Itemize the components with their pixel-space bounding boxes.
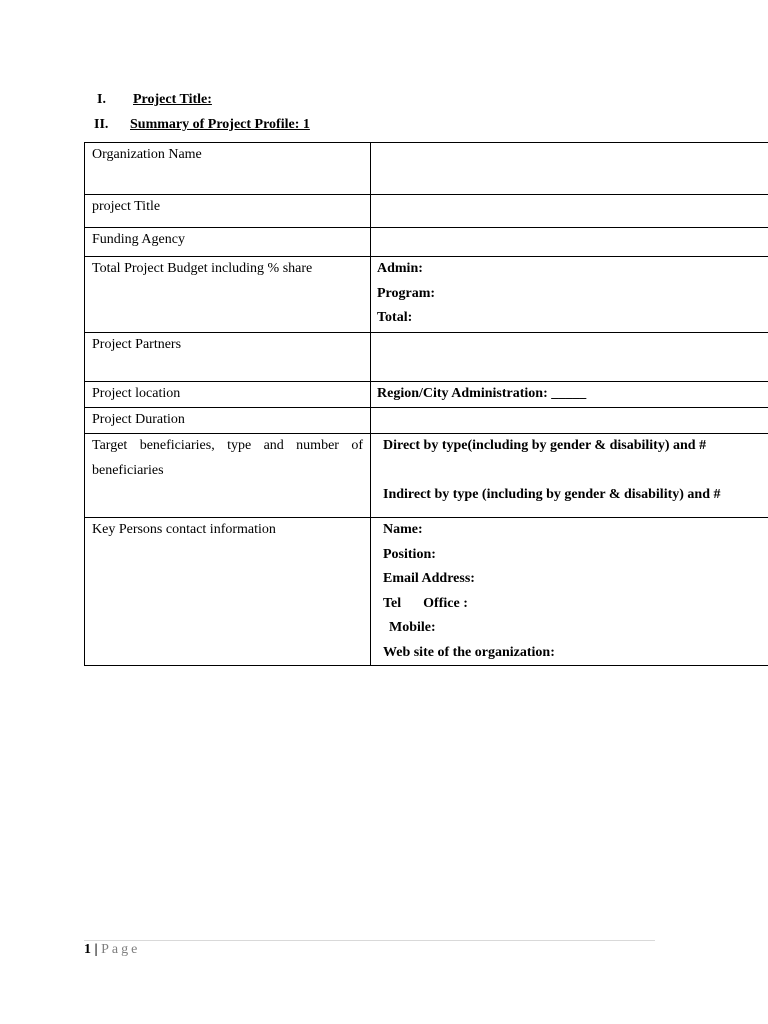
section-title: Summary of Project Profile: 1	[130, 117, 310, 132]
project-partners-cell[interactable]	[371, 333, 768, 382]
organization-name-cell[interactable]	[371, 143, 768, 195]
budget-admin: Admin:	[377, 261, 423, 276]
budget-cell[interactable]	[371, 257, 768, 333]
blank-line	[383, 459, 768, 484]
contact-email: Email Address:	[383, 571, 475, 586]
table-row-location	[85, 382, 768, 408]
table-row-funding-agency	[85, 228, 768, 257]
contact-website: Web site of the organization:	[383, 644, 555, 660]
contact-name: Name:	[383, 522, 423, 537]
section-numeral: II.	[94, 117, 109, 132]
table-row-contacts	[85, 518, 768, 666]
table-row-organization	[85, 143, 768, 195]
organization-name-label: Organization Name	[85, 143, 371, 195]
section-title: Project Title:	[133, 92, 212, 107]
project-title-cell[interactable]	[371, 195, 768, 228]
direct-beneficiaries: Direct by type(including by gender & disability) and #	[383, 438, 707, 453]
table-row-duration	[85, 408, 768, 434]
table-row-project-title	[85, 195, 768, 228]
contact-tel-row	[383, 592, 768, 617]
section-heading-project-title	[97, 92, 397, 110]
contact-tel: Tel	[383, 595, 402, 611]
table-row-partners	[85, 333, 768, 382]
funding-agency-label: Funding Agency	[85, 228, 371, 257]
budget-total: Total:	[377, 310, 413, 325]
contact-position: Position:	[383, 546, 436, 562]
contact-office: Office :	[423, 595, 468, 611]
project-profile-table	[84, 142, 768, 666]
section-heading-summary	[94, 117, 394, 135]
project-title-label: project Title	[85, 195, 371, 228]
key-persons-label: Key Persons contact information	[85, 518, 371, 666]
section-numeral: I.	[97, 92, 106, 107]
project-duration-label: Project Duration	[85, 408, 371, 434]
table-row-beneficiaries	[85, 434, 768, 518]
budget-program: Program:	[377, 285, 436, 301]
beneficiaries-label: Target beneficiaries, type and number of beneficiaries	[85, 434, 371, 518]
page-word: Page	[101, 942, 141, 957]
table-row-budget	[85, 257, 768, 333]
footer-separator: |	[94, 942, 98, 957]
contact-mobile: Mobile:	[389, 620, 436, 635]
project-duration-cell[interactable]	[371, 408, 768, 434]
project-partners-label: Project Partners	[85, 333, 371, 382]
footer-divider	[84, 940, 655, 941]
page-number: 1	[84, 942, 91, 957]
beneficiaries-cell[interactable]	[371, 434, 768, 518]
indirect-beneficiaries: Indirect by type (including by gender & disability) and #	[383, 487, 721, 502]
project-location-cell[interactable]: Region/City Administration: _____	[371, 382, 768, 408]
budget-label: Total Project Budget including % share	[85, 257, 371, 333]
page-footer	[84, 942, 140, 958]
key-persons-cell[interactable]	[371, 518, 768, 666]
funding-agency-cell[interactable]	[371, 228, 768, 257]
project-location-label: Project location	[85, 382, 371, 408]
